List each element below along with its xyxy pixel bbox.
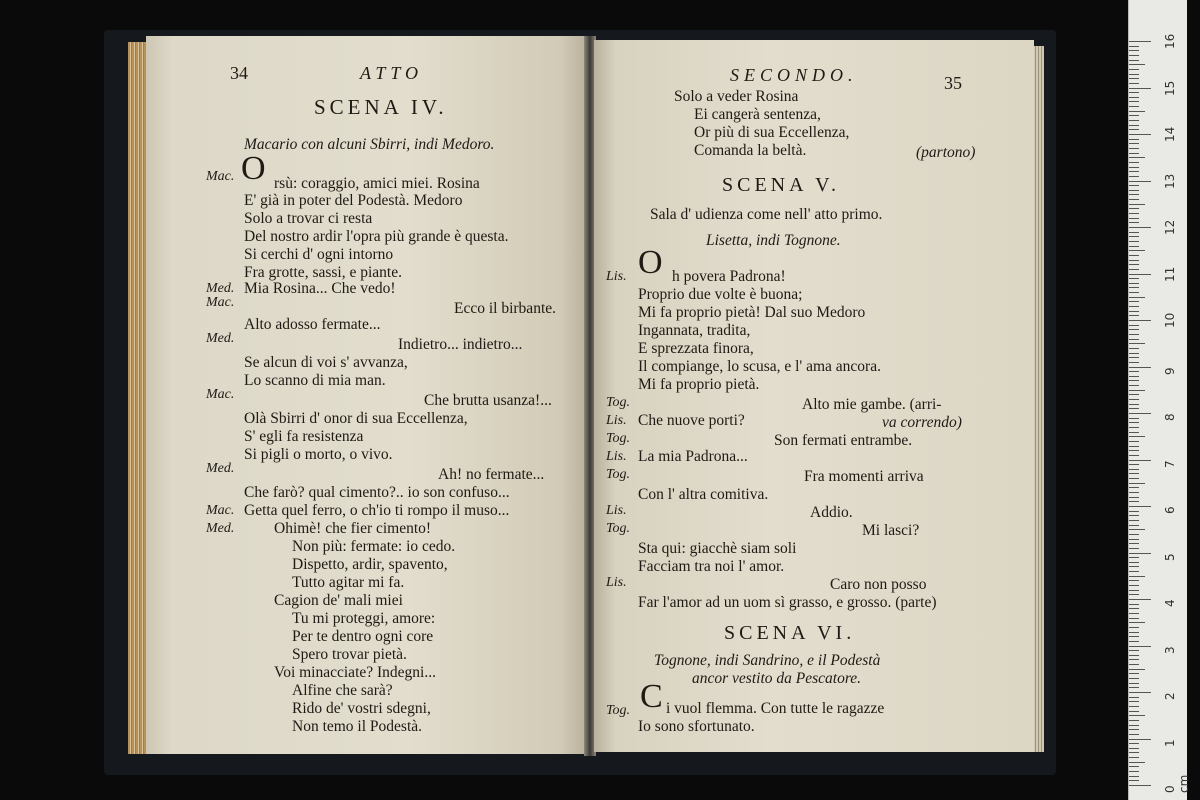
ruler-label: 1: [1163, 738, 1177, 747]
ruler-tick: [1129, 525, 1139, 526]
ruler-tick: [1129, 748, 1139, 749]
ruler-label: 3: [1163, 645, 1177, 654]
ruler-tick: [1129, 399, 1139, 400]
ruler-tick: [1129, 548, 1139, 549]
ruler-label: 9: [1163, 366, 1177, 375]
verse-line: Tu mi proteggi, amore:: [292, 610, 436, 627]
verse-line: Solo a trovar ci resta: [244, 210, 373, 227]
verse-line: Non temo il Podestà.: [292, 718, 423, 735]
ruler-tick: [1129, 325, 1139, 326]
verse-line: Sta qui: giacchè siam soli: [638, 540, 797, 557]
ruler-tick: [1129, 334, 1139, 335]
ruler-tick: [1129, 250, 1145, 251]
ruler-label: 15: [1163, 80, 1177, 96]
ruler-tick: [1129, 339, 1139, 340]
ruler-tick: [1129, 306, 1139, 307]
ruler-tick: [1129, 367, 1151, 368]
ruler-tick: [1129, 222, 1139, 223]
stage-direction: ancor vestito da Pescatore.: [692, 670, 862, 687]
speaker-label: Med.: [206, 331, 235, 346]
ruler-tick: [1129, 492, 1139, 493]
verse-line: Solo a veder Rosina: [674, 88, 799, 105]
ruler-tick: [1129, 64, 1145, 65]
ruler-tick: [1129, 204, 1145, 205]
ruler-tick: [1129, 473, 1139, 474]
ruler-tick: [1129, 743, 1139, 744]
right-page: [594, 40, 1034, 752]
ruler-tick: [1129, 436, 1145, 437]
verse-line: Mi fa proprio pietà! Dal suo Medoro: [638, 304, 866, 321]
ruler-tick: [1129, 483, 1145, 484]
ruler-tick: [1129, 88, 1151, 89]
verse-line: Che farò? qual cimento?.. io son confuso...: [244, 484, 510, 501]
speaker-label: Lis.: [606, 503, 627, 518]
ruler-tick: [1129, 757, 1139, 758]
ruler-tick: [1129, 287, 1139, 288]
speaker-label: Med.: [206, 521, 235, 536]
verse-line: Ohimè! che fier cimento!: [274, 520, 432, 537]
ruler-tick: [1129, 60, 1139, 61]
ruler-tick: [1129, 557, 1139, 558]
verse-line: Con l' altra comitiva.: [638, 486, 769, 503]
verse-line: Alto adosso fermate...: [244, 316, 381, 333]
ruler-tick: [1129, 599, 1151, 600]
ruler-tick: [1129, 418, 1139, 419]
ruler-tick: [1129, 687, 1139, 688]
ruler-tick: [1129, 780, 1139, 781]
ruler-tick: [1129, 255, 1139, 256]
verse-line: Ah! no fermate...: [438, 466, 545, 483]
verse-line: Alfine che sarà?: [292, 682, 393, 699]
verse-line: Si cerchi d' ogni intorno: [244, 246, 394, 263]
speaker-label: Mac.: [206, 169, 235, 184]
drop-cap: O: [241, 150, 266, 187]
stage-direction: Macario con alcuni Sbirri, indi Medoro.: [244, 136, 495, 153]
ruler-tick: [1129, 199, 1139, 200]
speaker-label: Lis.: [606, 413, 627, 428]
ruler-tick: [1129, 148, 1139, 149]
measuring-ruler: [1128, 0, 1191, 800]
ruler-tick: [1129, 511, 1139, 512]
ruler-tick: [1129, 232, 1139, 233]
ruler-tick: [1129, 678, 1139, 679]
ruler-tick: [1129, 692, 1151, 693]
ruler-tick: [1129, 446, 1139, 447]
ruler-tick: [1129, 655, 1139, 656]
ruler-tick: [1129, 278, 1139, 279]
ruler-tick: [1129, 343, 1145, 344]
ruler-tick: [1129, 529, 1145, 530]
ruler-tick: [1129, 515, 1139, 516]
ruler-tick: [1129, 371, 1139, 372]
ruler-tick: [1129, 627, 1139, 628]
verse-line: Che brutta usanza!...: [424, 392, 552, 409]
ruler-tick: [1129, 134, 1151, 135]
verse-line: Per te dentro ogni core: [292, 628, 434, 645]
ruler-tick: [1129, 194, 1139, 195]
ruler-tick: [1129, 650, 1139, 651]
ruler-tick: [1129, 83, 1139, 84]
verse-line: Fra momenti arriva: [804, 468, 924, 485]
ruler-tick: [1129, 297, 1145, 298]
verse-line: Non più: fermate: io cedo.: [292, 538, 456, 555]
ruler-tick: [1129, 762, 1145, 763]
ruler-tick: [1129, 422, 1139, 423]
ruler-tick: [1129, 227, 1151, 228]
scene-setting: Sala d' udienza come nell' atto primo.: [650, 206, 883, 223]
ruler-tick: [1129, 604, 1139, 605]
ruler-tick: [1129, 69, 1139, 70]
speaker-label: Mac.: [206, 387, 235, 402]
ruler-tick: [1129, 236, 1139, 237]
ruler-tick: [1129, 622, 1145, 623]
ruler-tick: [1129, 487, 1139, 488]
verse-line: Ecco il birbante.: [454, 300, 556, 317]
ruler-tick: [1129, 632, 1139, 633]
ruler-tick: [1129, 697, 1139, 698]
verse-line: h povera Padrona!: [672, 268, 786, 285]
ruler-tick: [1129, 585, 1139, 586]
ruler-tick: [1129, 190, 1139, 191]
ruler-tick: [1129, 711, 1139, 712]
ruler-tick: [1129, 162, 1139, 163]
verse-line: Voi minacciate? Indegni...: [274, 664, 436, 681]
ruler-tick: [1129, 590, 1139, 591]
verse-line: Or più di sua Eccellenza,: [694, 124, 850, 141]
verse-line: Si pigli o morto, o vivo.: [244, 446, 393, 463]
ruler-tick: [1129, 143, 1139, 144]
ruler-tick: [1129, 357, 1139, 358]
verse-line: Che nuove porti?: [638, 412, 745, 429]
ruler-tick: [1129, 566, 1139, 567]
ruler-tick: [1129, 701, 1139, 702]
ruler-tick: [1129, 785, 1151, 786]
ruler-tick: [1129, 715, 1145, 716]
ruler-tick: [1129, 739, 1151, 740]
ruler-tick: [1129, 218, 1139, 219]
ruler-tick: [1129, 683, 1139, 684]
scene-title: SCENA VI.: [724, 622, 856, 644]
ruler-tick: [1129, 311, 1139, 312]
ruler-tick: [1129, 460, 1151, 461]
verse-line: Addio.: [810, 504, 853, 521]
ruler-tick: [1129, 348, 1139, 349]
ruler-tick: [1129, 292, 1139, 293]
ruler-label: 11: [1163, 266, 1177, 282]
ruler-tick: [1129, 153, 1139, 154]
ruler-tick: [1129, 92, 1139, 93]
ruler-label: 12: [1163, 219, 1177, 235]
verse-line: Olà Sbirri d' onor di sua Eccellenza,: [244, 410, 468, 427]
ruler-tick: [1129, 673, 1139, 674]
verse-line: Mi lasci?: [862, 522, 920, 539]
ruler-tick: [1129, 706, 1139, 707]
speaker-label: Med.: [206, 281, 235, 296]
ruler-tick: [1129, 41, 1151, 42]
ruler-tick: [1129, 380, 1139, 381]
ruler-tick: [1129, 315, 1139, 316]
ruler-tick: [1129, 329, 1139, 330]
ruler-tick: [1129, 264, 1139, 265]
ruler-tick: [1129, 608, 1139, 609]
verse-line: Io sono sfortunato.: [638, 718, 755, 735]
ruler-tick: [1129, 241, 1139, 242]
ruler-tick: [1129, 74, 1139, 75]
verse-line: Ingannata, tradita,: [638, 322, 751, 339]
verse-line: Son fermati entrambe.: [774, 432, 913, 449]
running-head: SECONDO.: [730, 65, 858, 85]
speaker-label: Tog.: [606, 431, 631, 446]
ruler-tick: [1129, 771, 1139, 772]
verse-line: Far l'amor ad un uom sì grasso, e grosso. (parte): [638, 594, 937, 611]
ruler-tick: [1129, 167, 1139, 168]
ruler-tick: [1129, 553, 1151, 554]
ruler-tick: [1129, 720, 1139, 721]
running-head: ATTO: [360, 63, 424, 83]
verse-line: Indietro... indietro...: [398, 336, 523, 353]
verse-line: Il compiange, lo scusa, e l' ama ancora.: [638, 358, 881, 375]
ruler-tick: [1129, 506, 1151, 507]
speaker-label: Lis.: [606, 269, 627, 284]
verse-line: Getta quel ferro, o ch'io ti rompo il muso...: [244, 502, 510, 519]
verse-line: i vuol flemma. Con tutte le ragazze: [666, 700, 885, 717]
ruler-tick: [1129, 213, 1139, 214]
ruler-tick: [1129, 246, 1139, 247]
verse-line: Cagion de' mali miei: [274, 592, 403, 609]
ruler-label: 5: [1163, 552, 1177, 561]
ruler-tick: [1129, 176, 1139, 177]
ruler-tick: [1129, 320, 1151, 321]
speaker-label: Med.: [206, 461, 235, 476]
ruler-tick: [1129, 404, 1139, 405]
ruler-tick: [1129, 129, 1139, 130]
ruler-tick: [1129, 260, 1139, 261]
speaker-label: Tog.: [606, 395, 631, 410]
ruler-tick: [1129, 520, 1139, 521]
verse-line: Fra grotte, sassi, e piante.: [244, 264, 402, 281]
ruler-tick: [1129, 427, 1139, 428]
speaker-label: Tog.: [606, 467, 631, 482]
ruler-tick: [1129, 576, 1145, 577]
ruler-tick: [1129, 539, 1139, 540]
ruler-tick: [1129, 669, 1145, 670]
ruler-tick: [1129, 157, 1145, 158]
verse-line: La mia Padrona...: [638, 448, 748, 465]
ruler-label: 8: [1163, 413, 1177, 421]
ruler-tick: [1129, 97, 1139, 98]
ruler-tick: [1129, 46, 1139, 47]
ruler-tick: [1129, 125, 1139, 126]
ruler-tick: [1129, 776, 1139, 777]
ruler-label: 2: [1163, 692, 1177, 700]
verse-line: Tutto agitar mi fa.: [292, 574, 405, 591]
verse-line: Del nostro ardir l'opra più grande è questa.: [244, 228, 509, 245]
ruler-tick: [1129, 50, 1139, 51]
ruler-label: 6: [1163, 506, 1177, 514]
drop-cap: O: [638, 244, 663, 281]
ruler-tick: [1129, 181, 1151, 182]
verse-line: Alto mie gambe. (arri-: [802, 396, 942, 413]
ruler-label: 7: [1163, 459, 1177, 468]
stage-note: va correndo): [882, 414, 962, 431]
ruler-tick: [1129, 580, 1139, 581]
ruler-tick: [1129, 101, 1139, 102]
verse-line: rsù: coraggio, amici miei. Rosina: [274, 175, 480, 192]
speaker-label: Lis.: [606, 449, 627, 464]
ruler-tick: [1129, 283, 1139, 284]
ruler-tick: [1129, 171, 1139, 172]
ruler-tick: [1129, 543, 1139, 544]
ruler-tick: [1129, 618, 1139, 619]
ruler-tick: [1129, 139, 1139, 140]
ruler-tick: [1129, 301, 1139, 302]
ruler-label: 4: [1163, 599, 1177, 607]
verse-line: Mi fa proprio pietà.: [638, 376, 760, 393]
ruler-tick: [1129, 534, 1139, 535]
ruler-label: 13: [1163, 173, 1177, 189]
ruler-tick: [1129, 274, 1151, 275]
ruler-tick: [1129, 478, 1139, 479]
ruler-tick: [1129, 659, 1139, 660]
ruler-tick: [1129, 450, 1139, 451]
verse-line: E sprezzata finora,: [638, 340, 754, 357]
ruler-tick: [1129, 469, 1139, 470]
ruler-label: 10: [1163, 312, 1177, 328]
speaker-label: Mac.: [206, 503, 235, 518]
speaker-label: Tog.: [606, 703, 631, 718]
ruler-tick: [1129, 464, 1139, 465]
ruler-tick: [1129, 752, 1139, 753]
ruler-tick: [1129, 413, 1151, 414]
ruler-tick: [1129, 385, 1139, 386]
verse-line: Rido de' vostri sdegni,: [292, 700, 431, 717]
verse-line: Mia Rosina... Che vedo!: [244, 280, 396, 297]
left-page: [146, 36, 586, 754]
verse-line: Lo scanno di mia man.: [244, 372, 386, 389]
page-number: 34: [230, 63, 248, 83]
exit-note: (partono): [916, 144, 976, 161]
ruler-tick: [1129, 353, 1139, 354]
ruler-tick: [1129, 376, 1139, 377]
ruler-tick: [1129, 408, 1139, 409]
stage-direction: Tognone, indi Sandrino, e il Podestà: [654, 652, 881, 669]
ruler-tick: [1129, 501, 1139, 502]
ruler-tick: [1129, 269, 1139, 270]
ruler-label: 0 cm: [1163, 774, 1191, 793]
ruler-tick: [1129, 562, 1139, 563]
ruler-tick: [1129, 390, 1145, 391]
drop-cap: C: [640, 678, 663, 715]
scene-title: SCENA IV.: [314, 95, 448, 119]
ruler-tick: [1129, 641, 1139, 642]
ruler-tick: [1129, 106, 1139, 107]
ruler-tick: [1129, 78, 1139, 79]
verse-line: Dispetto, ardir, spavento,: [292, 556, 448, 573]
verse-line: Caro non posso: [830, 576, 927, 593]
page-number: 35: [944, 73, 962, 93]
ruler-tick: [1129, 362, 1139, 363]
verse-line: E' già in poter del Podestà. Medoro: [244, 192, 463, 209]
ruler-tick: [1129, 455, 1139, 456]
ruler-tick: [1129, 646, 1151, 647]
verse-line: Se alcun di voi s' avvanza,: [244, 354, 408, 371]
scene-title: SCENA V.: [722, 174, 840, 196]
verse-line: Facciam tra noi l' amor.: [638, 558, 785, 575]
stage-direction: Lisetta, indi Tognone.: [706, 232, 841, 249]
ruler-tick: [1129, 115, 1139, 116]
ruler-tick: [1129, 734, 1139, 735]
ruler-label: 14: [1163, 126, 1177, 142]
ruler-tick: [1129, 432, 1139, 433]
ruler-tick: [1129, 664, 1139, 665]
ruler-tick: [1129, 613, 1139, 614]
speaker-label: Lis.: [606, 575, 627, 590]
ruler-tick: [1129, 55, 1139, 56]
verse-line: S' egli fa resistenza: [244, 428, 364, 445]
speaker-label: Mac.: [206, 295, 235, 310]
ruler-tick: [1129, 120, 1139, 121]
ruler-tick: [1129, 111, 1145, 112]
speaker-label: Tog.: [606, 521, 631, 536]
verse-line: Spero trovar pietà.: [292, 646, 407, 663]
verse-line: Comanda la beltà.: [694, 142, 807, 159]
ruler-tick: [1129, 636, 1139, 637]
ruler-tick: [1129, 571, 1139, 572]
ruler-tick: [1129, 185, 1139, 186]
ruler-label: 16: [1163, 33, 1177, 49]
ruler-tick: [1129, 725, 1139, 726]
ruler-tick: [1129, 766, 1139, 767]
verse-line: Ei cangerà sentenza,: [694, 106, 821, 123]
ruler-tick: [1129, 497, 1139, 498]
verse-line: Proprio due volte è buona;: [638, 286, 803, 303]
ruler-tick: [1129, 441, 1139, 442]
ruler-tick: [1129, 729, 1139, 730]
ruler-tick: [1129, 208, 1139, 209]
ruler-tick: [1129, 394, 1139, 395]
ruler-tick: [1129, 594, 1139, 595]
